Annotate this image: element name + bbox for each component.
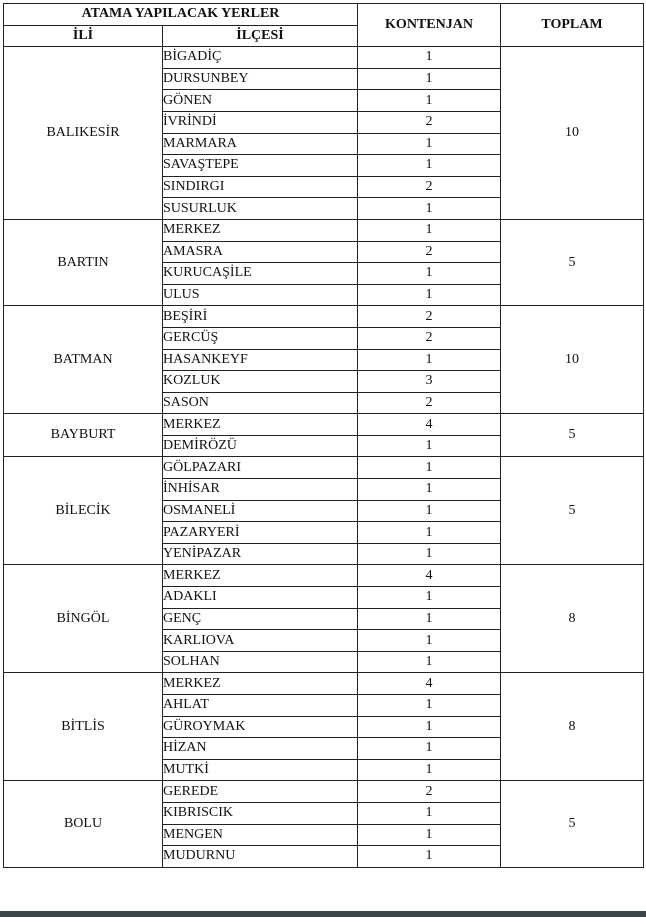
province-cell: BATMAN <box>4 306 163 414</box>
quota-cell: 1 <box>358 759 501 781</box>
bottom-border-bar <box>0 911 646 917</box>
district-cell: GÜROYMAK <box>163 716 358 738</box>
district-cell: SASON <box>163 392 358 414</box>
district-cell: SINDIRGI <box>163 176 358 198</box>
quota-cell: 2 <box>358 241 501 263</box>
district-cell: PAZARYERİ <box>163 522 358 544</box>
district-cell: BİGADİÇ <box>163 47 358 69</box>
province-cell: BALIKESİR <box>4 47 163 220</box>
quota-cell: 4 <box>358 414 501 436</box>
table-row <box>4 47 644 69</box>
quota-cell: 1 <box>358 155 501 177</box>
district-cell: SAVAŞTEPE <box>163 155 358 177</box>
total-cell: 10 <box>501 47 644 220</box>
district-cell: KARLIOVA <box>163 630 358 652</box>
district-cell: KIBRISCIK <box>163 802 358 824</box>
district-cell: AMASRA <box>163 241 358 263</box>
district-cell: MARMARA <box>163 133 358 155</box>
table-row <box>4 414 644 436</box>
district-cell: YENİPAZAR <box>163 543 358 565</box>
table-row <box>4 781 644 803</box>
district-cell: ULUS <box>163 284 358 306</box>
quota-cell: 2 <box>358 111 501 133</box>
quota-cell: 2 <box>358 392 501 414</box>
district-cell: ADAKLI <box>163 587 358 609</box>
header-group-title: ATAMA YAPILACAK YERLER <box>4 4 358 26</box>
quota-cell: 1 <box>358 133 501 155</box>
table-row <box>4 457 644 479</box>
district-cell: MERKEZ <box>163 565 358 587</box>
quota-cell: 3 <box>358 371 501 393</box>
quota-cell: 1 <box>358 608 501 630</box>
district-cell: DEMİRÖZÜ <box>163 435 358 457</box>
quota-cell: 1 <box>358 47 501 69</box>
quota-cell: 1 <box>358 630 501 652</box>
header-total: TOPLAM <box>501 4 644 47</box>
total-cell: 5 <box>501 457 644 565</box>
quota-cell: 1 <box>358 824 501 846</box>
quota-cell: 4 <box>358 673 501 695</box>
district-cell: MUDURNU <box>163 846 358 868</box>
table-row <box>4 219 644 241</box>
province-cell: BİLECİK <box>4 457 163 565</box>
district-cell: MENGEN <box>163 824 358 846</box>
quota-cell: 1 <box>358 219 501 241</box>
district-cell: GENÇ <box>163 608 358 630</box>
quota-cell: 1 <box>358 738 501 760</box>
district-cell: MUTKİ <box>163 759 358 781</box>
table-header <box>4 4 644 47</box>
district-cell: GÖLPAZARI <box>163 457 358 479</box>
quota-cell: 1 <box>358 500 501 522</box>
province-cell: BOLU <box>4 781 163 867</box>
district-cell: DURSUNBEY <box>163 68 358 90</box>
quota-cell: 4 <box>358 565 501 587</box>
district-cell: MERKEZ <box>163 414 358 436</box>
district-cell: İVRİNDİ <box>163 111 358 133</box>
district-cell: SOLHAN <box>163 651 358 673</box>
quota-cell: 1 <box>358 695 501 717</box>
province-cell: BİNGÖL <box>4 565 163 673</box>
header-province: İLİ <box>4 25 163 47</box>
quota-cell: 1 <box>358 651 501 673</box>
district-cell: MERKEZ <box>163 673 358 695</box>
table-row <box>4 565 644 587</box>
header-quota: KONTENJAN <box>358 4 501 47</box>
total-cell: 5 <box>501 414 644 457</box>
district-cell: HASANKEYF <box>163 349 358 371</box>
district-cell: HİZAN <box>163 738 358 760</box>
quota-cell: 1 <box>358 716 501 738</box>
quota-cell: 2 <box>358 327 501 349</box>
total-cell: 8 <box>501 565 644 673</box>
district-cell: OSMANELİ <box>163 500 358 522</box>
quota-cell: 1 <box>358 68 501 90</box>
total-cell: 5 <box>501 781 644 867</box>
quota-cell: 1 <box>358 587 501 609</box>
district-cell: KURUCAŞİLE <box>163 263 358 285</box>
district-cell: SUSURLUK <box>163 198 358 220</box>
district-cell: BEŞİRİ <box>163 306 358 328</box>
total-cell: 8 <box>501 673 644 781</box>
district-cell: İNHİSAR <box>163 479 358 501</box>
quota-cell: 2 <box>358 176 501 198</box>
quota-cell: 2 <box>358 306 501 328</box>
quota-cell: 1 <box>358 522 501 544</box>
province-cell: BARTIN <box>4 219 163 305</box>
quota-cell: 1 <box>358 479 501 501</box>
quota-cell: 1 <box>358 284 501 306</box>
quota-cell: 1 <box>358 263 501 285</box>
quota-cell: 1 <box>358 802 501 824</box>
allocation-table <box>3 3 644 868</box>
table-body <box>4 47 644 868</box>
district-cell: GEREDE <box>163 781 358 803</box>
quota-cell: 1 <box>358 543 501 565</box>
table-row <box>4 673 644 695</box>
district-cell: GERCÜŞ <box>163 327 358 349</box>
quota-cell: 1 <box>358 198 501 220</box>
province-cell: BİTLİS <box>4 673 163 781</box>
total-cell: 10 <box>501 306 644 414</box>
district-cell: AHLAT <box>163 695 358 717</box>
province-cell: BAYBURT <box>4 414 163 457</box>
header-district: İLÇESİ <box>163 25 358 47</box>
quota-cell: 2 <box>358 781 501 803</box>
total-cell: 5 <box>501 219 644 305</box>
quota-cell: 1 <box>358 846 501 868</box>
quota-cell: 1 <box>358 349 501 371</box>
quota-cell: 1 <box>358 435 501 457</box>
table-row <box>4 306 644 328</box>
quota-cell: 1 <box>358 457 501 479</box>
district-cell: GÖNEN <box>163 90 358 112</box>
district-cell: KOZLUK <box>163 371 358 393</box>
quota-cell: 1 <box>358 90 501 112</box>
district-cell: MERKEZ <box>163 219 358 241</box>
